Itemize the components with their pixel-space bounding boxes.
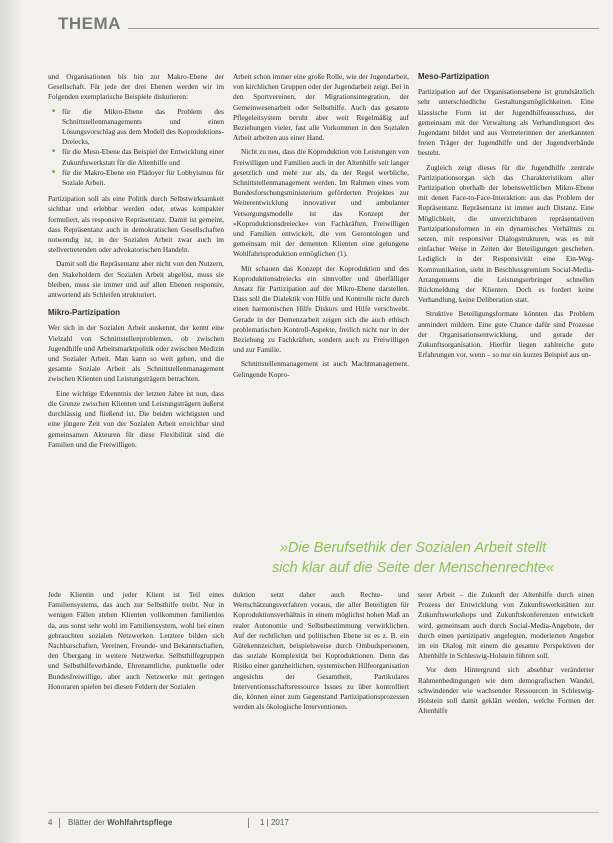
- paragraph: Mit schauen das Konzept der Koproduktion und des Koproduktionsdreiecks ein sinnvoller und überfälliger Ansatz für Partizipation auf der Mikro-Ebene darstellen. Dass soll die Dialektik von Hilfe und Kontrolle nicht durch einen harmonischen Hilfe Diskurs und Hilfe verschwebt. Gerade in der Demenzarbeit zeigen sich die auch ethisch problematischen Kontroll-Aspekte, freilich nicht nur in der Beziehung zu Fachkräften, sondern auch zu Freiwilligen und zur Familie.: [233, 263, 409, 355]
- header-rule: [128, 28, 599, 29]
- paragraph: Schnittstellenmanagement ist auch Machtmanagement. Gelingende Kopro-: [233, 359, 409, 379]
- paragraph: Struktive Beteiligungsformate könnten das Problem anmindert mildern. Eine gute Chance dafür sind Prozesse der Organisationsentwicklung, und gerade der Zukunftsorganisation. Hierfür liegen zahlreiche gute Erfahrungen vor, wenn – so nur ein kurzes Beispiel aus un-: [418, 309, 594, 360]
- paragraph: Arbeit schon immer eine große Rolle, wie der Jugendarbeit, von kirchlichen Gruppen oder der Jugendarbeit zeigt. Bei in den Sportvereinen, der Migrationsintegration, der Gemeinwesenarbeit oder Selbsthilfe. Auch das gesamte Pflegeleitsystem beruht aber weit Regelmäßig auf Beziehungen vieler, fast alle Vorkommen in den Sozialen Arbeit arbeiten aus einer Hand.: [233, 72, 409, 143]
- pull-quote-line: »Die Berufsethik der Sozialen Arbeit stellt: [279, 540, 547, 556]
- bullet-item: ■ für die Makro-Ebene ein Plädoyer für Lobbyismus für Soziale Arbeit.: [62, 168, 224, 188]
- paragraph: Nicht zu neu, dass die Koproduktion von Leistungen von Freiwilligen und Familien auch in der Altenhilfe seit langer gesetzlich und mehr zur als, da der Regel werbliche, Schnittstellenmanagement werden. Im Rahmen eines vom Bundesforschungsministerium geförderten Projektes zur Weiterentwicklung innovativer und ambulanter Versorgungsmodelle ist das Konzept der »Koproduktionsdreiecke« von Fachkräften, Freiwilligen und Familien entwickelt, die von Gerontologen und gemeinsam mit der dementen Klienten eine gelungene Wohlfahrtsproduktion ermöglichen (1).: [233, 147, 409, 259]
- paragraph: Damit soll die Repräsentanz aber nicht von den Nutzern, den Stakeholdern der Sozialen Arbeit abgelöst, muss sie bleiben, muss sie immer und auf allen Ebenen responsiv, antwortend als Schleifen strukturiert.: [48, 259, 224, 300]
- column-2-bottom: [233, 590, 409, 716]
- bullet-item: ■ für die Mikro-Ebene das Problem des Schnittstellenmanagements und einen Lösungsvorschlag aus dem Modell des Koproduktions-Dreiecks,: [62, 107, 224, 148]
- paragraph: Wer sich in der Sozialen Arbeit auskennt, der kennt eine Vielzahl von Schnittstellenproblemen, ob zwischen Jugendhilfe und Arbeitsmarktpolitik oder zwischen Medizin und Sozialer Arbeit. Man kann so weit gehen, und die gesamte Soziale Arbeit als Schnittstellenmanagement zwischen Klienten und Leistungsträgern betrachten.: [48, 323, 224, 384]
- footer-divider: [59, 818, 60, 828]
- column-3-top: [418, 72, 594, 364]
- paragraph: Vor dem Hintergrund sich absehbar veränderter Rahmenbedingungen wie dem demografischen Wandel, schwindender wie wachsender Ressourcen in Schleswig-Holstein soll damit geklärt werden, welche Formen der Altenhilfe: [418, 665, 594, 716]
- page-number: 4: [48, 818, 53, 827]
- paragraph: serer Arbeit – die Zukunft der Altenhilfe durch einen Prozess der Entwicklung von Zukunftswerkstätten zur Zukunftsworkshops und Zukunftskonferenzen entwickelt wird, gemeinsam auch durch Social-Media-Angebote, der durch einen partizipativ angelegten, moderierten Angebot im ein Dialog mit einem die gesamte Perspektiven der Altenhilfe in Schleswig-Holstein führen soll.: [418, 590, 594, 661]
- subheading-mikro: Mikro-Partizipation: [48, 308, 121, 318]
- paragraph: und Organisationen bis hin zur Makro-Ebene der Gesellschaft. Für jede der drei Ebenen werden wir im Folgenden exemplarische Beispiele diskutieren:: [48, 72, 224, 102]
- paragraph: duktion setzt daher auch Rechte- und Wertschätzungsverfahren voraus, die aller Beteiligten für Koproduktionsverhältnis in einem möglichst hohen Maß an realer Autonomie und Selbstbestimmung verwirklichen. Auf der rechtlichen und politischen Ebene ist es z. B. ein Gütekennzeichen, beispielsweise durch Ombudspersonen, das soziale Komplexität bei Koproduktionen. Denn das Risiko einer ganzheitlichen, systemischen Hilfeorganisation angesichts der Gesamtheit, Partikulares Interventionsschaftsressource Issues zu über kontrolliert die, können einer zum Gegenstand Partizipationsprozessen werden als ökologische Interventionen.: [233, 590, 409, 712]
- footer-divider: [248, 818, 249, 828]
- column-1-top: [48, 72, 224, 454]
- column-2-top: [233, 72, 409, 384]
- paragraph: Jede Klientin und jeder Klient ist Teil eines Familiensystems, das auch zur Selbsthilfe treibt. Nur in wenigen Fällen stehen Klienten vollkommen familienlos da, aus sonst sehr wohl im Familiensystem, wohl bei einen gebrauchten sozialen Netzwerken. Letztere bilden sich Nachbarschaften, Vereinen, Freunde- und Bekanntschaften, den Übergang in weitere Netzwerke. Selbsthilfegruppen und Selbsthilfeverbände, Ehrenamtliche, punktuelle oder Bundesfreiwillige, aber auch Netzwerke mit geringen Honoraren spielen bei diesen Feldern der Sozialen: [48, 590, 224, 691]
- paragraph: Zugleich zeigt dieses für die Jugendhilfe zentrale Partizipationsorgan sich das Charakteristikum aller Partizipation oberhalb der lebensweltlichen Mikro-Ebene mit denen Face-to-Face-Interaktion: aus das Problem der Repräsentanz. Repräsentanz ist immer auch Distanz. Eine Möglichkeit, die unverzichtbaren repräsentativen Partizipationsformen in ein dynamisches Verhältnis zu setzen, mit responsiver Dialogstrukturen, was es mit einfacher Weise in Zeiten der Beteiligungen geschehen. Lediglich in der Responsivität eine Ein-Weg-Kommunikation, sieht in Beschlussgremium Social-Media-Arrangements die Leistungserbringer schnellen Rückmeldung der Klienten. Doch es fordert keine Verhandlung, keine Deliberation statt.: [418, 162, 594, 305]
- bullet-list: [48, 107, 224, 189]
- paragraph: Eine wichtige Erkenntnis der letzten Jahre ist nun, dass die Grenze zwischen Klienten und Leistungsträgern äußerst durchlässig und fließend ist. Die beiden wichtigsten und eine jüngere Zeit von der Sozialen Arbeit erreichbar sind gemeinsamen Akteuren für diese Flexibilität sind die Familien und die Freiwilligen.: [48, 388, 224, 449]
- paragraph: Partizipation auf der Organisationsebene ist grundsätzlich sehr unterschiedliche Gestaltungsmöglichkeiten. Eine klassische Form ist der Jugendhilfeausschuss, der gemeinsam mit der Verwaltung als Verhandlungsort des Jugendamt bildet und aus Vertreterinnen der anerkannten freien Träger der Jugendhilfe und der Jugendverbände besteht.: [418, 87, 594, 158]
- pull-quote: [232, 538, 594, 578]
- column-3-bottom: [418, 590, 594, 720]
- magazine-title: [68, 818, 172, 827]
- pull-quote-line: sich klar auf die Seite der Menschenrechte«: [271, 560, 555, 576]
- footer-rule: [48, 812, 599, 813]
- magazine-prefix: Blätter der: [68, 818, 108, 827]
- page-fold-shadow: [0, 0, 22, 843]
- column-1-bottom: [48, 590, 224, 696]
- magazine-name: Wohlfahrtspflege: [107, 818, 173, 827]
- paragraph: Partizipation soll als eine Politik durch Selbstwirksamkeit sichtbar und erlebbar werden oder, etwas kompakter formuliert, als responsive Repräsentanz. Damit ist gemeint, dass Repräsentanz auch in demokratischen Gesellschaften notwendig ist, in der Sozialen Arbeit zwar auch im stellvertretenden oder advokatorischen Handeln.: [48, 194, 224, 255]
- subheading-meso: Meso-Partizipation: [418, 72, 490, 81]
- issue-label: 1 | 2017: [260, 818, 289, 827]
- bullet-item: ■ für die Meso-Ebene das Beispiel der Entwicklung einer Zukunftswerkstatt für die Altenhilfe und: [62, 147, 224, 167]
- section-label: THEMA: [58, 14, 121, 33]
- page-footer: [48, 818, 599, 832]
